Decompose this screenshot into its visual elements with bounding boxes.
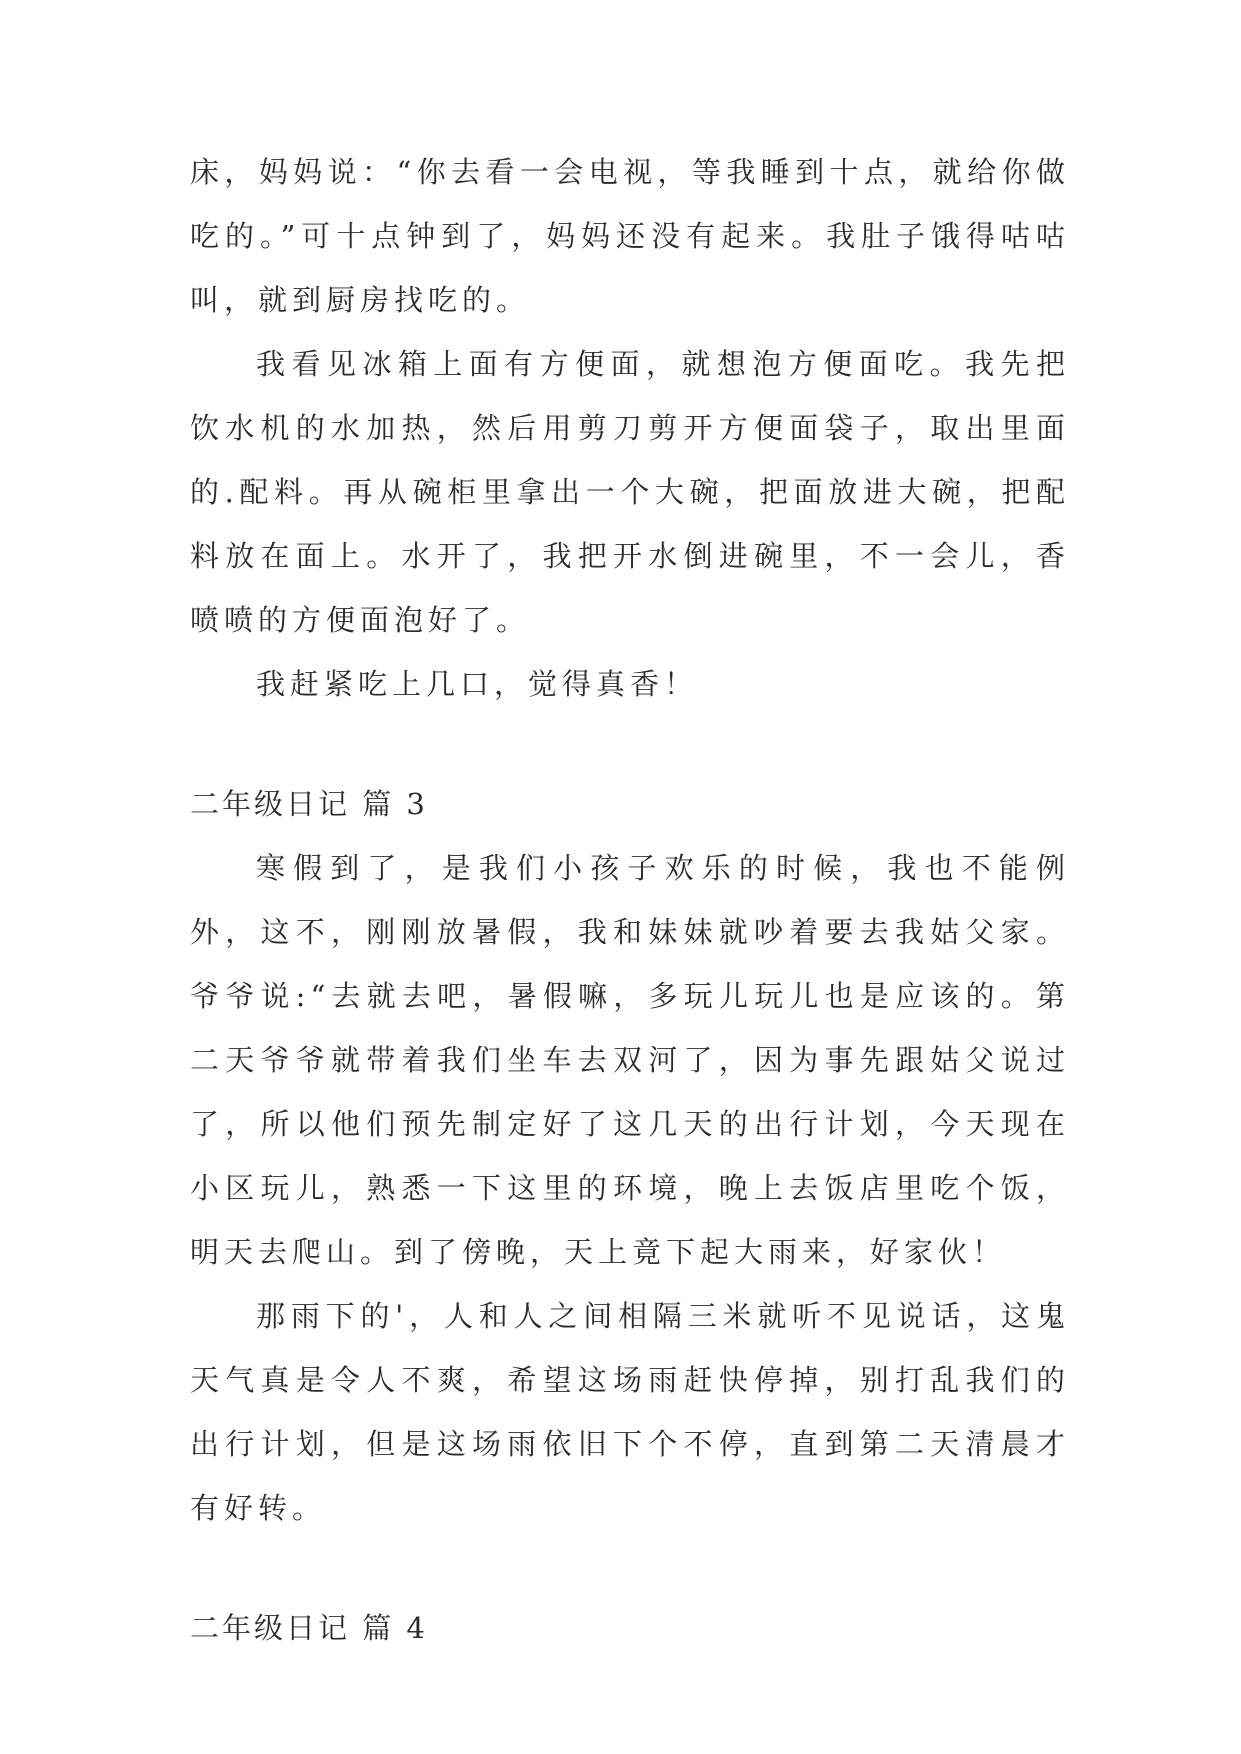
paragraph-continuation: 床，妈妈说：“你去看一会电视，等我睡到十点，就给你做吃的。”可十点钟到了，妈妈还没有起来。我肚子饿得咕咕叫，就到厨房找吃的。 (190, 155, 1070, 317)
section-title-4: 二年级日记 篇 4 (190, 1611, 428, 1645)
paragraph-rain: 那雨下的'，人和人之间相隔三米就听不见说话，这鬼天气真是令人不爽，希望这场雨赶快停掉，别打乱我们的出行计划，但是这场雨依旧下个不停，直到第二天清晨才有好转。 (190, 1299, 1070, 1525)
section-title-3: 二年级日记 篇 3 (190, 787, 428, 821)
paragraph-winter-break: 寒假到了，是我们小孩子欢乐的时候，我也不能例外，这不，刚刚放暑假，我和妹妹就吵着要去我姑父家。爷爷说:“去就去吧，暑假嘛，多玩儿玩儿也是应该的。第二天爷爷就带着我们坐车去双河了，因为事先跟姑父说过了，所以他们预先制定好了这几天的出行计划，今天现在小区玩儿，熟悉一下这里的环境，晚上去饭店里吃个饭，明天去爬山。到了傍晚，天上竟下起大雨来，好家伙！ (190, 851, 1070, 1269)
paragraph-instant-noodles: 我看见冰箱上面有方便面，就想泡方便面吃。我先把饮水机的水加热，然后用剪刀剪开方便面袋子，取出里面的.配料。再从碗柜里拿出一个大碗，把面放进大碗，把配料放在面上。水开了，我把开水倒进碗里，不一会儿，香喷喷的方便面泡好了。 (190, 347, 1070, 637)
paragraph-tasty: 我赶紧吃上几口，觉得真香！ (256, 667, 699, 701)
document-page (190, 140, 1070, 1660)
